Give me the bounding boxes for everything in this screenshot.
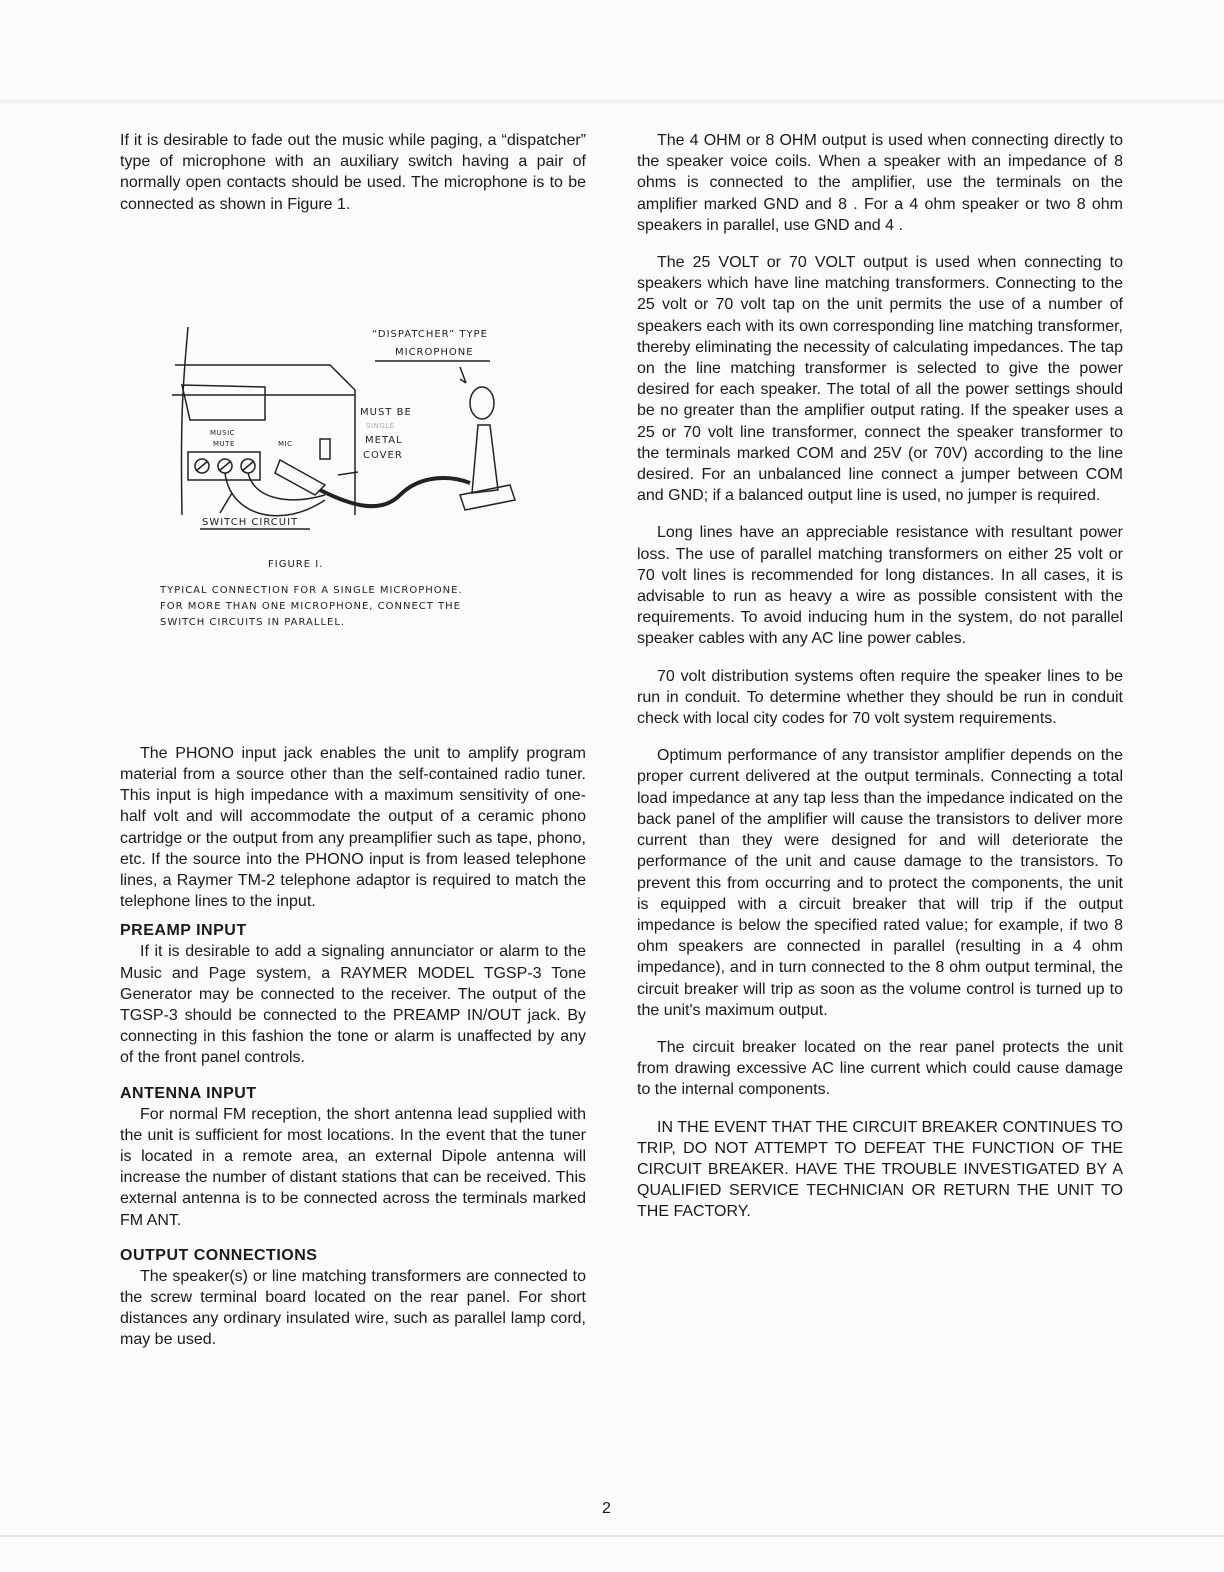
conduit-paragraph: 70 volt distribution systems often require the speaker lines to be run in conduit. To determine whether they should be run in conduit check with local city codes for 70 volt system requirements. — [637, 667, 1123, 728]
arrow-to-mic — [460, 367, 466, 383]
must-be-label-3: METAL — [365, 434, 403, 446]
slide-switch — [320, 439, 330, 459]
mic-type-label-2: MICROPHONE — [395, 346, 474, 358]
dispatcher-paragraph: If it is desirable to fade out the music while paging, a “dispatcher” type of microphone with an auxiliary switch having a pair of normally open contacts should be used. The microphone is to be connected as shown in Figure 1. — [120, 132, 586, 213]
top-rule — [0, 100, 1224, 104]
figure-1 — [160, 315, 540, 631]
long-lines-paragraph: Long lines have an appreciable resistance with resultant power loss. The use of parallel matching transformers on either 25 volt or 70 volt lines is recommended for long distances. In all cases, it is advisable to run as heavy a wire as possible consistent with the requirements. To avoid inducing hum in the system, do not parallel speaker cables with any AC line power cables. — [637, 524, 1123, 648]
left-column — [120, 130, 586, 1351]
arrow-to-switch — [220, 493, 232, 513]
chassis-outline — [181, 327, 188, 515]
page-number: 2 — [602, 1500, 611, 1517]
must-be-label-4: COVER — [363, 449, 403, 461]
meter-window — [182, 385, 265, 420]
output-heading: OUTPUT CONNECTIONS — [120, 1246, 318, 1264]
performance-paragraph: Optimum performance of any transistor amplifier depends on the proper current delivered at the output terminals. Connecting a total load impedance at any tap less than the impedance indicated on the back panel of the amplifier will cause the transistors to deliver more current than they were designed for and will deteriorate the performance of the unit and cause damage to the transistors. To prevent this from occurring and to protect the components, the unit is equipped with a circuit breaker that will trip if the output impedance is below the specified rated value; for example, if two 8 ohm speakers are connected in parallel (resulting in a 4 ohm impedance), and in turn connected to the 8 ohm output terminal, the circuit breaker will trip as soon as the volume control is turned up to the unit's maximum output. — [637, 747, 1123, 1019]
warning-paragraph: IN THE EVENT THAT THE CIRCUIT BREAKER CONTINUES TO TRIP, DO NOT ATTEMPT TO DEFEAT THE FUNCTION OF THE CIRCUIT BREAKER. HAVE THE TROUBLE INVESTIGATED BY A QUALIFIED SERVICE TECHNICIAN OR RETURN THE UNIT TO THE FACTORY. — [637, 1118, 1123, 1221]
must-be-label: MUST BE — [360, 406, 412, 418]
output-paragraph: The speaker(s) or line matching transformers are connected to the screw terminal board located on the rear panel. For short distances any ordinary insulated wire, such as parallel lamp cord, may be used. — [120, 1267, 586, 1349]
mic-base — [460, 485, 515, 510]
mic-cable — [320, 478, 470, 506]
microphone-head — [470, 387, 494, 419]
music-mute-label-2: MUTE — [213, 439, 235, 448]
bottom-rule — [0, 1535, 1224, 1537]
phono-paragraph: The PHONO input jack enables the unit to amplify program material from a source other than the self-contained radio tuner. This input is high impedance with a maximum sensitivity of one-half volt and will accommodate the output of a ceramic phono cartridge or the output from any preamplifier such as tape, phono, etc. If the source into the PHONO input is from leased telephone lines, a Raymer TM-2 telephone adaptor is required to match the telephone lines to the input. — [120, 744, 586, 911]
circuit-breaker-paragraph: The circuit breaker located on the rear panel protects the unit from drawing excessive AC line current which could cause damage to the internal components. — [637, 1038, 1123, 1099]
figure-1-illustration — [160, 315, 540, 545]
mic-jack-label: MIC — [278, 439, 293, 448]
antenna-heading: ANTENNA INPUT — [120, 1084, 257, 1102]
figure-caption-line: FOR MORE THAN ONE MICROPHONE, CONNECT THE — [160, 600, 461, 612]
mic-type-label: “DISPATCHER” TYPE — [372, 328, 488, 340]
figure-title: FIGURE I. — [268, 558, 324, 570]
preamp-paragraph: If it is desirable to add a signaling annunciator or alarm to the Music and Page system, a RAYMER MODEL TGSP-3 Tone Generator may be connected to the receiver. The output of the TGSP-3 should be connected to the PREAMP IN/OUT jack. By connecting in this fashion the tone or alarm is unaffected by any of the front panel controls. — [120, 943, 586, 1067]
right-column — [637, 130, 1123, 1223]
figure-caption-line: TYPICAL CONNECTION FOR A SINGLE MICROPHONE. — [160, 584, 463, 596]
music-mute-label: MUSIC — [210, 428, 236, 437]
preamp-heading: PREAMP INPUT — [120, 922, 247, 940]
must-be-label-2: SINGLE — [366, 421, 395, 430]
mic-plug — [275, 460, 325, 495]
volt-output-paragraph: The 25 VOLT or 70 VOLT output is used when connecting to speakers which have line matching transformers. Connecting to the 25 volt or 70 volt tap on the unit permits the use of a number of speakers each with its own corresponding line matching transformer, thereby eliminating the necessity of calculating impedances. The tap on the line matching transformer is selected to give the power desired for each speaker. The total of all the power settings should be no greater than the amplifier output rating. If the speaker uses a 25 or 70 volt line transformer, connect the speaker transformer to the terminals marked COM and 25V (or 70V) according to the line desired. For an unbalanced line connect a jumper between COM and GND; if a balanced output line is used, no jumper is required. — [637, 254, 1123, 505]
switch-circuit-label: SWITCH CIRCUIT — [202, 516, 299, 528]
antenna-paragraph: For normal FM reception, the short antenna lead supplied with the unit is sufficient for most locations. In the event that the tuner is located in a remote area, an external Dipole antenna will increase the number of distant stations that can be received. This external antenna is to be connected across the terminals marked FM ANT. — [120, 1105, 586, 1229]
ohm-output-paragraph: The 4 OHM or 8 OHM output is used when connecting directly to the speaker voice coils. When a speaker with an impedance of 8 ohms is connected to the amplifier, use the terminals on the amplifier marked GND and 8 . For a 4 ohm speaker or two 8 ohm speakers in parallel, use GND and 4 . — [637, 132, 1123, 234]
mic-stand — [472, 425, 498, 493]
figure-caption-line: SWITCH CIRCUITS IN PARALLEL. — [160, 616, 346, 628]
